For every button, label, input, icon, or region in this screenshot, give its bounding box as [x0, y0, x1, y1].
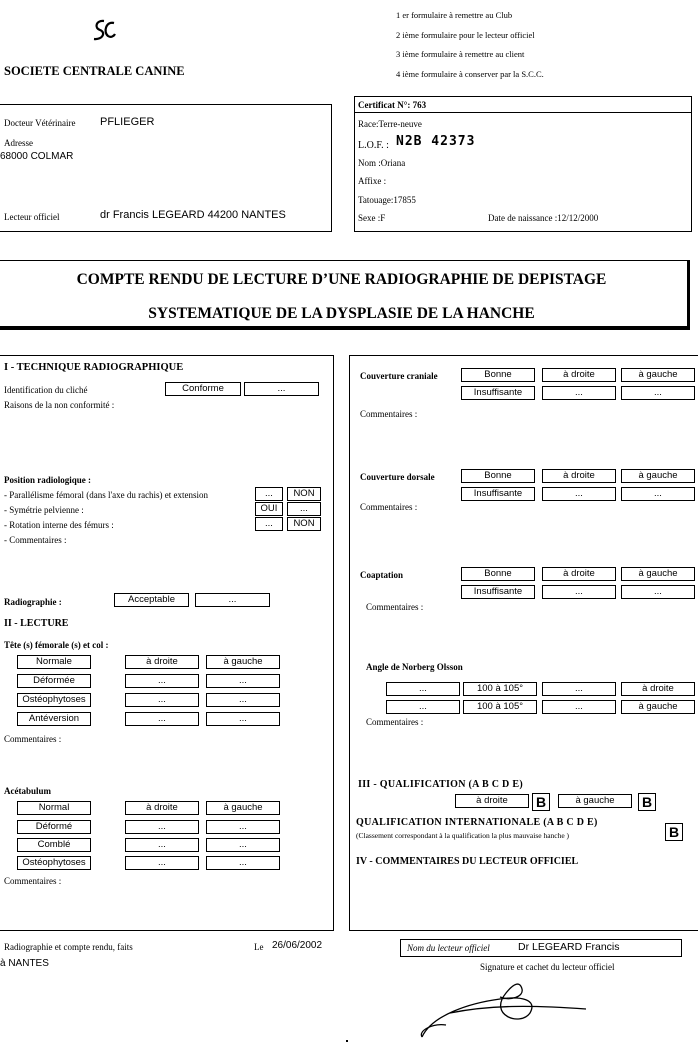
qualification-title: III - QUALIFICATION (A B C D E) [358, 779, 523, 790]
femoral-cell: ... [125, 693, 199, 707]
tattoo: Tatouage:17855 [358, 195, 416, 205]
femoral-row-label: Déformée [17, 674, 91, 688]
copy-line: 1 er formulaire à remettre au Club [396, 10, 513, 20]
acetabulum-cell: ... [125, 820, 199, 834]
banner-title-2: SYSTEMATIQUE DE LA DYSPLASIE DE LA HANCHE [148, 305, 535, 322]
qualification-left-label: à gauche [558, 794, 632, 808]
norberg-cell: ... [386, 700, 460, 714]
birth-date: Date de naissance :12/12/2000 [488, 213, 599, 223]
radiography-label: Radiographie : [4, 597, 62, 607]
parallelism-non: NON [287, 487, 321, 501]
doctor-label: Docteur Vétérinaire [4, 118, 76, 128]
acetabulum-row-label: Déformé [17, 820, 91, 834]
acetabulum-row-label: Comblé [17, 838, 91, 852]
norberg-title: Angle de Norberg Olsson [366, 662, 463, 672]
non-conformity-label: Raisons de la non conformité : [4, 400, 115, 410]
acetabulum-row-label: Normal [17, 801, 91, 815]
reader-name-label: Nom du lecteur officiel [407, 943, 490, 953]
dorsal-left-header: à gauche [621, 469, 695, 483]
femoral-comments: Commentaires : [4, 734, 62, 744]
coaptation-left-header: à gauche [621, 567, 695, 581]
acetabulum-row-label: Ostéophytoses [17, 856, 91, 870]
dorsal-comments: Commentaires : [360, 502, 418, 512]
reader-value: dr Francis LEGEARD 44200 NANTES [100, 209, 286, 221]
acetabulum-title: Acétabulum [4, 786, 51, 796]
intl-qualification-note: (Classement correspondant à la qualification la plus mauvaise hanche ) [356, 831, 570, 840]
lof-value: N2B 42373 [396, 134, 476, 149]
lecture-title: II - LECTURE [4, 618, 69, 629]
qualification-right-label: à droite [455, 794, 529, 808]
reader-name-value: Dr LEGEARD Francis [518, 941, 620, 953]
dorsal-coverage-label: Couverture dorsale [360, 472, 435, 482]
dorsal-cell: ... [542, 487, 616, 501]
femoral-cell: ... [206, 712, 280, 726]
femoral-cell: ... [125, 674, 199, 688]
symmetry-oui: OUI [255, 502, 283, 516]
society-name: SOCIETE CENTRALE CANINE [4, 64, 185, 78]
date-label: Le [254, 942, 264, 952]
femoral-right-header: à droite [125, 655, 199, 669]
norberg-cell: ... [542, 700, 616, 714]
divider [354, 112, 692, 113]
femoral-row-label: Normale [17, 655, 91, 669]
coaptation-cell: ... [542, 585, 616, 599]
coaptation-right-header: à droite [542, 567, 616, 581]
stray-mark [346, 1040, 348, 1042]
femoral-cell: ... [206, 693, 280, 707]
acetabulum-comments: Commentaires : [4, 876, 62, 886]
banner-title-1: COMPTE RENDU DE LECTURE D’UNE RADIOGRAPHIE DE DEPISTAGE [76, 271, 607, 288]
rotation-label: - Rotation interne des fémurs : [4, 520, 114, 530]
reader-label: Lecteur officiel [4, 212, 60, 222]
copies-list [396, 6, 544, 84]
copy-line: 3 ième formulaire à remettre au client [396, 49, 525, 59]
right-panel [349, 355, 698, 931]
femoral-head-title: Tête (s) fémorale (s) et col : [4, 640, 109, 650]
signature [410, 975, 600, 1045]
acetabulum-right-header: à droite [125, 801, 199, 815]
grade-international: B [665, 823, 683, 841]
lof-label: L.O.F. : [358, 140, 389, 151]
doctor-name: PFLIEGER [100, 116, 155, 128]
acetabulum-cell: ... [125, 856, 199, 870]
title-banner [0, 260, 690, 330]
position-comments: - Commentaires : [4, 535, 67, 545]
cranial-bonne: Bonne [461, 368, 535, 382]
radiography-other: ... [195, 593, 270, 607]
cranial-cell: ... [542, 386, 616, 400]
date-value: 26/06/2002 [272, 940, 323, 951]
sex: Sexe :F [358, 213, 386, 223]
acetabulum-cell: ... [206, 838, 280, 852]
norberg-left-label: à gauche [621, 700, 695, 714]
coaptation-comments: Commentaires : [366, 602, 424, 612]
cranial-coverage-label: Couverture craniale [360, 371, 438, 381]
identification-conforme: Conforme [165, 382, 241, 396]
norberg-comments: Commentaires : [366, 717, 424, 727]
cranial-right-header: à droite [542, 368, 616, 382]
symmetry-label: - Symétrie pelvienne : [4, 505, 84, 515]
identification-other: ... [244, 382, 319, 396]
dorsal-cell: ... [621, 487, 695, 501]
cranial-cell: ... [621, 386, 695, 400]
signature-label: Signature et cachet du lecteur officiel [480, 962, 615, 972]
dog-name: Nom :Oriana [358, 158, 406, 168]
certificate-number: Certificat N°: 763 [358, 100, 427, 110]
coaptation-label: Coaptation [360, 570, 404, 580]
femoral-row-label: Antéversion [17, 712, 91, 726]
dorsal-insuffisante: Insuffisante [461, 487, 535, 501]
copy-line: 2 ième formulaire pour le lecteur officiel [396, 29, 535, 40]
coaptation-cell: ... [621, 585, 695, 599]
norberg-cell: ... [542, 682, 616, 696]
dorsal-right-header: à droite [542, 469, 616, 483]
place: à NANTES [0, 958, 49, 969]
cranial-left-header: à gauche [621, 368, 695, 382]
femoral-cell: ... [125, 712, 199, 726]
femoral-row-label: Ostéophytoses [17, 693, 91, 707]
address-label: Adresse [4, 138, 33, 148]
intl-qualification-title: QUALIFICATION INTERNATIONALE (A B C D E) [356, 817, 598, 828]
cranial-insuffisante: Insuffisante [461, 386, 535, 400]
acetabulum-cell: ... [206, 820, 280, 834]
radiography-acceptable: Acceptable [114, 593, 189, 607]
society-logo [88, 18, 118, 44]
race: Race:Terre-neuve [358, 119, 422, 129]
parallelism-label: - Parallélisme fémoral (dans l'axe du rachis) et extension [4, 490, 209, 500]
copy-line: 4 ième formulaire à conserver par la S.C.C. [396, 68, 544, 79]
norberg-right-label: à droite [621, 682, 695, 696]
norberg-cell: ... [386, 682, 460, 696]
acetabulum-cell: ... [206, 856, 280, 870]
technique-title: I - TECHNIQUE RADIOGRAPHIQUE [4, 362, 184, 373]
affixe: Affixe : [358, 176, 387, 186]
norberg-range: 100 à 105° [463, 700, 537, 714]
coaptation-insuffisante: Insuffisante [461, 585, 535, 599]
acetabulum-left-header: à gauche [206, 801, 280, 815]
rotation-oui: ... [255, 517, 283, 531]
parallelism-oui: ... [255, 487, 283, 501]
rotation-non: NON [287, 517, 321, 531]
reader-comments-title: IV - COMMENTAIRES DU LECTEUR OFFICIEL [356, 856, 579, 867]
norberg-range: 100 à 105° [463, 682, 537, 696]
identification-label: Identification du cliché [4, 385, 88, 395]
femoral-cell: ... [206, 674, 280, 688]
position-title: Position radiologique : [4, 475, 92, 485]
symmetry-non: ... [287, 502, 321, 516]
femoral-left-header: à gauche [206, 655, 280, 669]
dorsal-bonne: Bonne [461, 469, 535, 483]
made-label: Radiographie et compte rendu, faits [4, 942, 133, 952]
grade-right: B [532, 793, 550, 811]
acetabulum-cell: ... [125, 838, 199, 852]
cranial-comments: Commentaires : [360, 409, 418, 419]
coaptation-bonne: Bonne [461, 567, 535, 581]
address-value: 68000 COLMAR [0, 151, 74, 162]
grade-left: B [638, 793, 656, 811]
